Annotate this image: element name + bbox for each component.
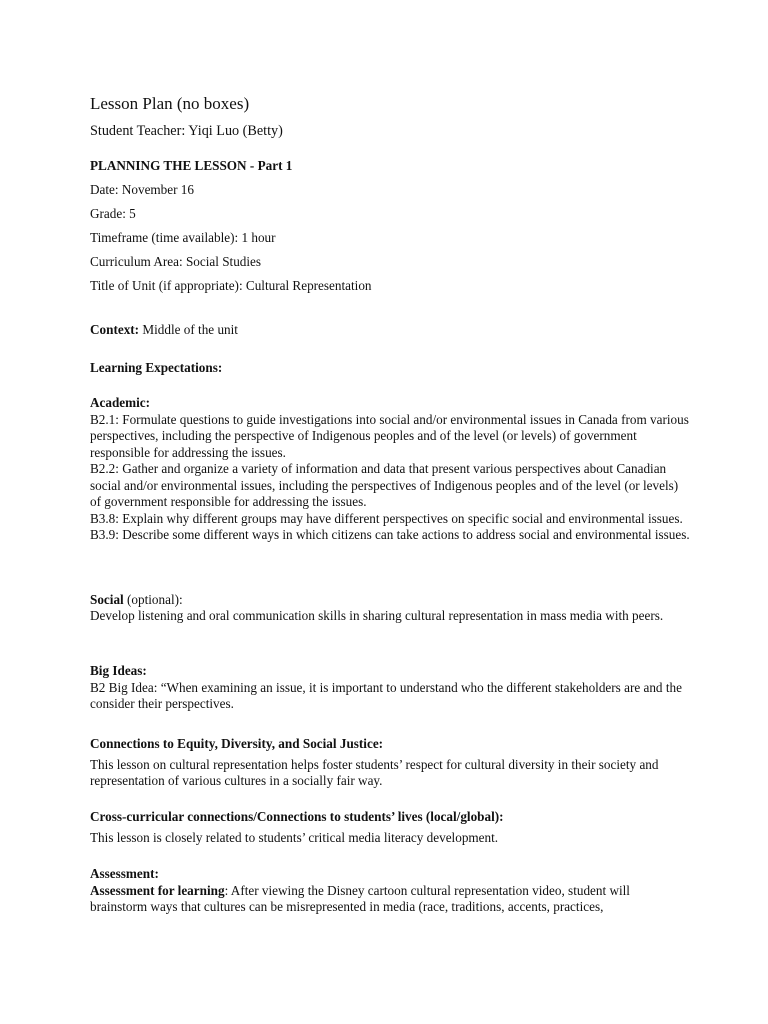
expectation-b3-8: B3.8: Explain why different groups may have different perspectives on specific social and environmental issues. (90, 510, 683, 526)
equity-body: This lesson on cultural representation helps foster students’ respect for cultural diversity in their society and representation of various cultures in a socially fair way. (90, 756, 659, 788)
context-line (90, 322, 238, 339)
assessment-for-learning-label: Assessment for learning (90, 882, 225, 898)
lesson-timeframe: Timeframe (time available): 1 hour (90, 230, 276, 245)
expectation-b2-2: B2.2: Gather and organize a variety of information and data that present various perspectives about Canadian social and/or environmental issues, including the perspectives of Indigenous peoples and of the level (or levels) of government responsible for addressing the issues. (90, 461, 679, 509)
equity-heading: Connections to Equity, Diversity, and Social Justice: (90, 736, 384, 751)
student-teacher: Student Teacher: Yiqi Luo (Betty) (90, 123, 283, 139)
planning-heading: PLANNING THE LESSON - Part 1 (90, 158, 293, 173)
context-value: Middle of the unit (139, 322, 238, 337)
social-body: Develop listening and oral communication skills in sharing cultural representation in mass media with peers. (90, 608, 664, 623)
assessment-for-learning-body: : After viewing the Disney cartoon cultural representation video, student will brainstorm ways that cultures can be misrepresented in media (race, traditions, accents, practices, (90, 882, 630, 914)
academic-section (90, 395, 690, 544)
assessment-section (90, 866, 690, 916)
big-ideas-body: B2 Big Idea: “When examining an issue, it is important to understand who the different stakeholders are and the consider their perspectives. (90, 679, 682, 711)
cross-curricular-section (90, 809, 690, 846)
big-ideas-section (90, 663, 690, 713)
social-heading (90, 592, 183, 609)
big-ideas-heading: Big Ideas: (90, 663, 147, 678)
social-label: Social (90, 592, 124, 607)
unit-title: Title of Unit (if appropriate): Cultural Representation (90, 278, 372, 293)
document-title: Lesson Plan (no boxes) (90, 94, 250, 113)
social-optional: (optional): (123, 592, 183, 607)
lesson-date: Date: November 16 (90, 182, 194, 197)
lesson-grade: Grade: 5 (90, 206, 136, 221)
academic-heading: Academic: (90, 395, 151, 410)
assessment-for-learning (90, 883, 690, 916)
cross-curricular-heading: Cross-curricular connections/Connections to students’ lives (local/global): (90, 809, 504, 824)
expectation-b2-1: B2.1: Formulate questions to guide investigations into social and/or environmental issues in Canada from various perspectives, including the perspective of Indigenous peoples and of the level (or levels) of government responsible for addressing the issues. (90, 411, 689, 460)
learning-expectations-heading: Learning Expectations: (90, 360, 223, 375)
expectation-b3-9: B3.9: Describe some different ways in which citizens can take actions to address social and environmental issues. (90, 527, 690, 542)
curriculum-area: Curriculum Area: Social Studies (90, 254, 262, 269)
context-label: Context: (90, 322, 140, 337)
assessment-heading: Assessment: (90, 866, 159, 881)
equity-section (90, 736, 690, 790)
cross-curricular-body: This lesson is closely related to students’ critical media literacy development. (90, 829, 499, 845)
